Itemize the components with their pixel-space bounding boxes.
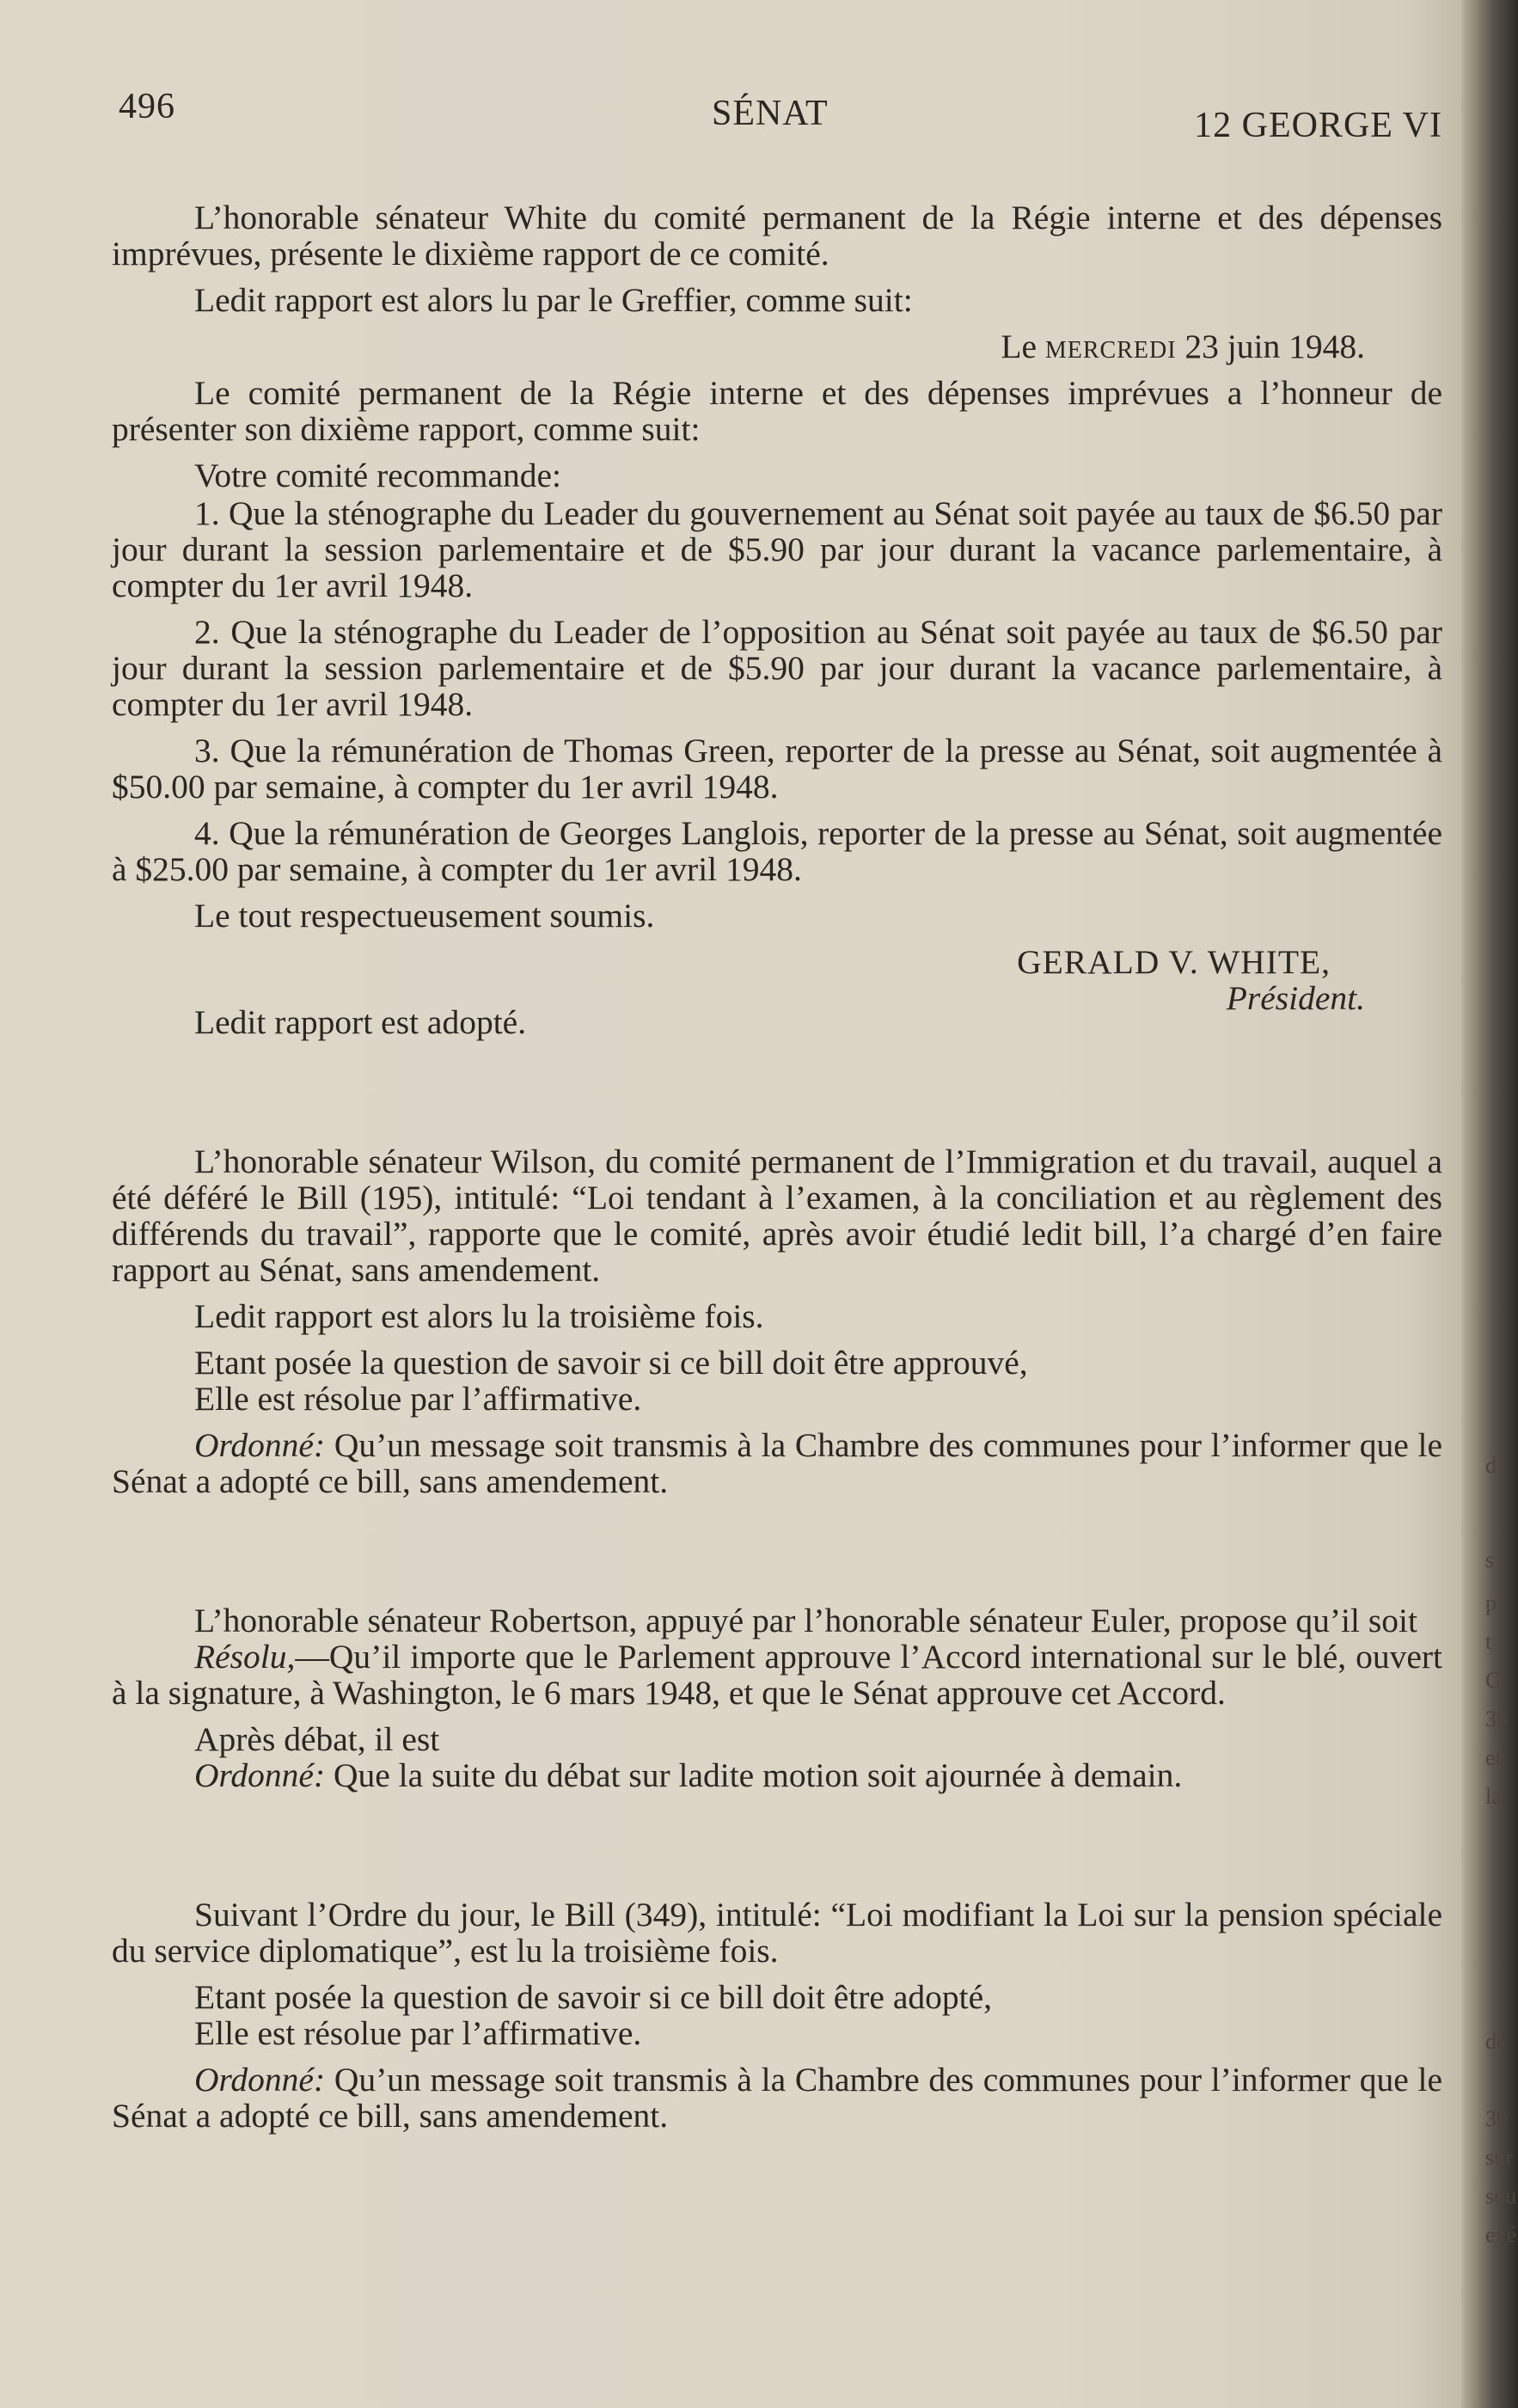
signature-title: Président. <box>1226 979 1365 1017</box>
ordered-label: Ordonné: <box>194 1756 326 1794</box>
recommendation-item-2: 2. Que la sténographe du Leader de l’opposition au Sénat soit payée au taux de $6.50 par jour durant la session parlementaire et de $5.90 par jour durant la vacance parlementaire, à compter du 1er avril 1948. <box>112 613 1442 723</box>
question-statement: Etant posée la question de savoir si ce bill doit être adopté, <box>194 1978 992 2016</box>
page-header <box>119 86 1442 145</box>
report-adopted: Ledit rapport est adopté. <box>194 1003 527 1041</box>
running-title: SÉNAT <box>712 94 829 133</box>
order-statement: Ordonné: Qu’un message soit transmis à la Chambre des communes pour l’informer que le Sénat a adopté ce bill, sans amendement. <box>112 2061 1442 2135</box>
order-statement: Ordonné: Qu’un message soit transmis à la Chambre des communes pour l’informer que le Sénat a adopté ce bill, sans amendement. <box>112 1426 1442 1500</box>
report-body-intro: Le comité permanent de la Régie interne et des dépenses imprévues a l’honneur de présenter son dixième rapport, comme suit: <box>112 374 1442 448</box>
ordered-label: Ordonné: <box>194 1426 326 1464</box>
gutter-fragment: G <box>1485 1668 1502 1693</box>
gutter-fragment: 30 <box>1485 2106 1508 2131</box>
wilson-report-intro: L’honorable sénateur Wilson, du comité permanent de l’Immigration et du travail, auquel a été déféré le Bill (195), intitulé: “Loi tendant à l’examen, à la conciliation et au règlement des différends du travail”, rapporte que le comité, après avoir étudié ledit bill, l’a chargé d’en faire rapport au Sénat, sans amendement. <box>112 1143 1442 1289</box>
section-spacer <box>112 1804 1442 1896</box>
report-closing: Le tout respectueusement soumis. <box>194 897 655 934</box>
gutter-fragment: la <box>1485 1784 1502 1809</box>
gutter-fragment: 30 <box>1485 1706 1508 1731</box>
gutter-fragment: t <box>1485 1629 1492 1654</box>
order-of-day-statement: Suivant l’Ordre du jour, le Bill (349), intitulé: “Loi modifiant la Loi sur la pension spéciale du service diplomatique”, est lu la troisième fois. <box>112 1896 1442 1970</box>
signature-name: GERALD V. WHITE, <box>1017 943 1331 981</box>
report-date-day: mercredi <box>1044 328 1177 365</box>
recommendation-item-3: 3. Que la rémunération de Thomas Green, reporter de la presse au Sénat, soit augmentée à $50.00 par semaine, à compter du 1er avril 1948. <box>112 732 1442 806</box>
robertson-motion-intro: L’honorable sénateur Robertson, appuyé par l’honorable sénateur Euler, propose qu’il soit <box>194 1602 1417 1639</box>
gutter-fragment: p <box>1485 1590 1497 1615</box>
report-date: Le mercredi 23 juin 1948. <box>1001 328 1365 365</box>
section-spacer <box>112 1051 1442 1143</box>
third-reading-statement: Ledit rapport est alors lu la troisième fois. <box>194 1297 764 1335</box>
gutter-fragment: s <box>1485 1547 1495 1572</box>
gutter-fragment: exé <box>1485 2222 1517 2247</box>
resolved-label: Résolu, <box>194 1638 296 1676</box>
report-read-statement: Ledit rapport est alors lu par le Greffier, comme suit: <box>194 281 913 319</box>
gutter-fragment: d <box>1485 1453 1497 1478</box>
gutter-fragment: et <box>1485 1745 1502 1770</box>
gutter-fragment: sur <box>1485 2145 1513 2170</box>
page-number: 496 <box>119 87 175 126</box>
committee-report-intro: L’honorable sénateur White du comité permanent de la Régie interne et des dépenses imprévues, présente le dixième rapport de ce comité. <box>112 199 1442 273</box>
gutter-fragment: de <box>1485 2029 1507 2054</box>
question-resolution: Elle est résolue par l’affirmative. <box>194 1380 642 1418</box>
recommendation-item-4: 4. Que la rémunération de Georges Langlois, reporter de la presse au Sénat, soit augmentée à $25.00 par semaine, à compter du 1er avril 1948. <box>112 814 1442 888</box>
journal-text <box>112 199 1442 2144</box>
gutter-fragment: sou <box>1485 2184 1517 2209</box>
regnal-year: 12 GEORGE VI <box>1194 106 1442 145</box>
ordered-label: Ordonné: <box>194 2061 326 2099</box>
resolution-text: Résolu,—Qu’il importe que le Parlement approuve l’Accord international sur le blé, ouvert à la signature, à Washington, le 6 mars 1948, et que le Sénat approuve cet Accord. <box>112 1638 1442 1712</box>
recommendation-item-1: 1. Que la sténographe du Leader du gouvernement au Sénat soit payée au taux de $6.50 par jour durant la session parlementaire et de $5.90 par jour durant la vacance parlementaire, à compter du 1er avril 1948. <box>112 494 1442 604</box>
question-resolution: Elle est résolue par l’affirmative. <box>194 2014 642 2052</box>
recommendation-heading: Votre comité recommande: <box>194 456 562 494</box>
section-spacer <box>112 1510 1442 1602</box>
adjournment-order: Ordonné: Que la suite du débat sur ladite motion soit ajournée à demain. <box>194 1756 1183 1794</box>
after-debate-statement: Après débat, il est <box>194 1720 440 1758</box>
question-statement: Etant posée la question de savoir si ce bill doit être approuvé, <box>194 1344 1028 1382</box>
